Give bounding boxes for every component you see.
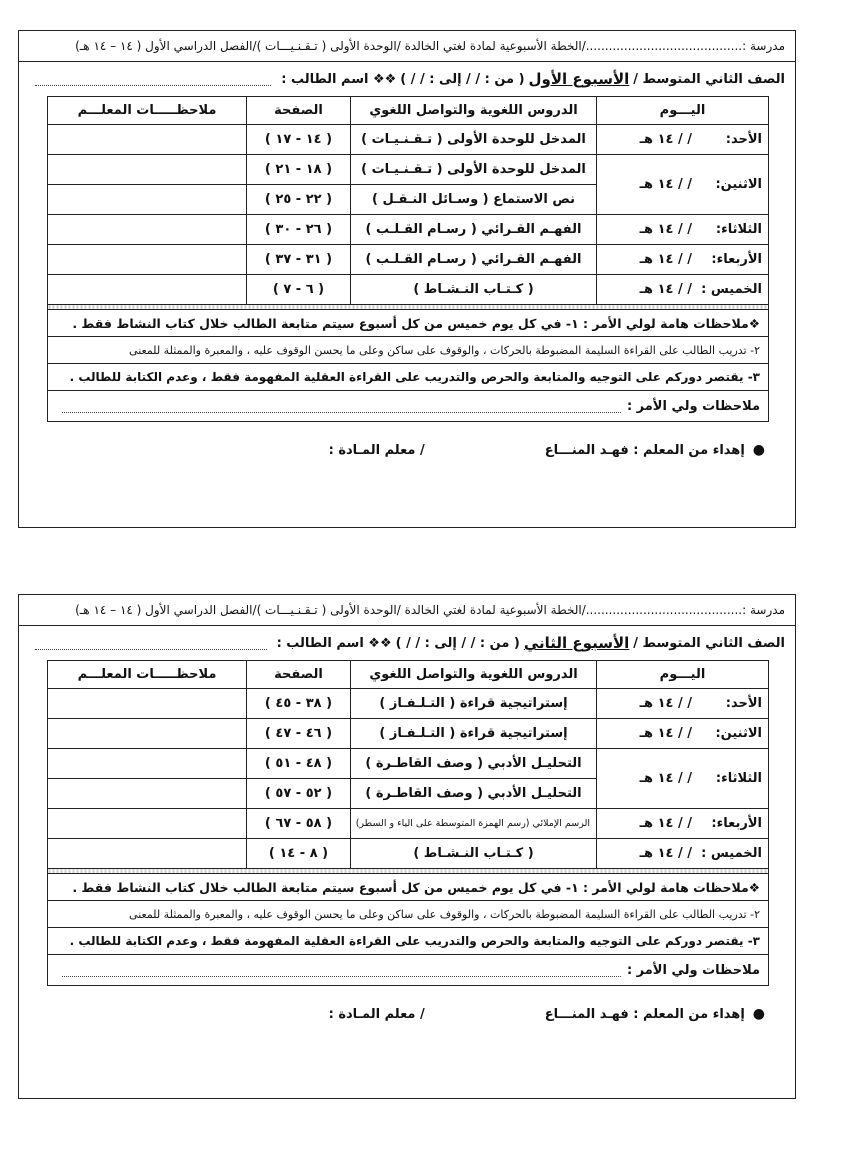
table-row — [48, 215, 769, 245]
subject-teacher-label: / معلم المـادة : — [328, 442, 425, 458]
parent-notes-box — [47, 874, 769, 986]
day-name: الاثنين: — [715, 726, 762, 741]
parent-notes-label: ملاحظات ولي الأمر : — [626, 398, 760, 414]
teacher-notes-cell[interactable] — [48, 185, 247, 215]
day-date: / / ١٤ هـ — [639, 252, 692, 267]
col-page: الصفحة — [247, 97, 351, 125]
teacher-notes-cell[interactable] — [48, 839, 247, 869]
page-range: ( ٤٨ - ٥١ ) — [247, 749, 351, 779]
parent-notes-field[interactable] — [62, 964, 621, 977]
teacher-notes-cell[interactable] — [48, 155, 247, 185]
page-range: ( ٦ - ٧ ) — [247, 275, 351, 305]
day-date: / / ١٤ هـ — [639, 222, 692, 237]
note-line: ٢- تدريب الطالب على القراءة السليمة المضبوطة بالحركات ، والوقوف على ساكن وعلى ما يحسن الوقوف عليه ، والمعبرة والممثلة للمعنى — [48, 337, 768, 364]
bullet-icon: ● — [752, 1006, 765, 1022]
day-date: / / ١٤ هـ — [639, 177, 692, 192]
separator — [48, 869, 769, 874]
plan-footer — [19, 992, 795, 1036]
day-date: / / ١٤ هـ — [639, 771, 692, 786]
day-date: / / ١٤ هـ — [639, 132, 692, 147]
table-row — [48, 749, 769, 779]
teacher-notes-cell[interactable] — [48, 215, 247, 245]
lesson: المدخل للوحدة الأولى ( تـقـنـيـات ) — [351, 125, 597, 155]
class-week-row — [19, 62, 795, 96]
day-name: الاثنين: — [715, 177, 762, 192]
lesson: التحليـل الأدبي ( وصف القاطـرة ) — [351, 779, 597, 809]
lesson: الرسم الإملائي (رسم الهمزة المتوسطة على الياء و السطر) — [351, 809, 597, 839]
plan-header: مدرسة :........................................./الخطة الأسبوعية لمادة لغتي الخالدة /الوحدة الأولى ( تـقـنـيـــات )/الفصل الدراسي الأول ( ١٤ – ١٤ هـ) — [19, 31, 795, 62]
table-row — [48, 125, 769, 155]
col-notes: ملاحظـــــات المعلـــم — [48, 97, 247, 125]
lesson: إستراتيجية قراءة ( التـلـفـاز ) — [351, 719, 597, 749]
parent-notes-line — [48, 955, 768, 985]
plan-header: مدرسة :........................................./الخطة الأسبوعية لمادة لغتي الخالدة /الوحدة الأولى ( تـقـنـيـــات )/الفصل الدراسي الأول ( ١٤ – ١٤ هـ) — [19, 595, 795, 626]
lessons-table — [47, 96, 769, 310]
col-notes: ملاحظـــــات المعلـــم — [48, 661, 247, 689]
dedication: إهداء من المعلم : فهـد المنـــاع — [544, 442, 745, 458]
teacher-notes-cell[interactable] — [48, 779, 247, 809]
day-date: / / ١٤ هـ — [639, 696, 692, 711]
lesson: ( كـتـاب النـشـاط ) — [351, 839, 597, 869]
day-date: / / ١٤ هـ — [639, 726, 692, 741]
weekly-plan-week2 — [18, 594, 796, 1099]
teacher-notes-cell[interactable] — [48, 125, 247, 155]
note-line: ٣- يقتصر دوركم على التوجيه والمتابعة والحرص والتدريب على القراءة العقلية المفهومة فقط ، وعدم الكتابة للطالب . — [48, 928, 768, 955]
day-name: الأربعاء: — [711, 252, 762, 267]
date-range: ( من : / / إلى : / / ) — [400, 71, 525, 87]
note-line: ٢- تدريب الطالب على القراءة السليمة المضبوطة بالحركات ، والوقوف على ساكن وعلى ما يحسن الوقوف عليه ، والمعبرة والممثلة للمعنى — [48, 901, 768, 928]
subject-teacher-label: / معلم المـادة : — [328, 1006, 425, 1022]
page-range: ( ٣٨ - ٤٥ ) — [247, 689, 351, 719]
teacher-notes-cell[interactable] — [48, 749, 247, 779]
day-name: الأحد: — [725, 132, 762, 147]
col-lesson: الدروس اللغوية والتواصل اللغوي — [351, 97, 597, 125]
lesson: ( كـتـاب النـشـاط ) — [351, 275, 597, 305]
table-row — [48, 275, 769, 305]
lesson: نص الاستماع ( وسـائل النـقـل ) — [351, 185, 597, 215]
separator — [48, 305, 769, 310]
day-name: الخميس : — [701, 846, 762, 861]
student-name-label: ❖❖ اسم الطالب : — [281, 71, 397, 87]
page-range: ( ٢٢ - ٢٥ ) — [247, 185, 351, 215]
page-range: ( ٣١ - ٣٧ ) — [247, 245, 351, 275]
student-name-field[interactable] — [35, 73, 271, 86]
bullet-icon: ● — [752, 442, 765, 458]
table-row — [48, 809, 769, 839]
day-name: الثلاثاء: — [715, 222, 762, 237]
plan-footer — [19, 428, 795, 472]
lesson: التحليـل الأدبي ( وصف القاطـرة ) — [351, 749, 597, 779]
week-label: الأسبوع الأول — [528, 70, 630, 88]
note-line: ❖ملاحظات هامة لولي الأمر : ١- في كل يوم خميس من كل أسبوع سيتم متابعة الطالب خلال كتاب النشاط فقط . — [48, 874, 768, 901]
day-date: / / ١٤ هـ — [639, 846, 692, 861]
table-row — [48, 155, 769, 185]
week-label: الأسبوع الثاني — [523, 634, 630, 652]
parent-notes-box — [47, 310, 769, 422]
weekly-plan-week1 — [18, 30, 796, 528]
note-line: ٣- يقتصر دوركم على التوجيه والمتابعة والحرص والتدريب على القراءة العقلية المفهومة فقط ، وعدم الكتابة للطالب . — [48, 364, 768, 391]
teacher-notes-cell[interactable] — [48, 809, 247, 839]
table-row — [48, 719, 769, 749]
page-range: ( ٥٢ - ٥٧ ) — [247, 779, 351, 809]
parent-notes-line — [48, 391, 768, 421]
class-week-row — [19, 626, 795, 660]
lessons-table — [47, 660, 769, 874]
student-name-label: ❖❖ اسم الطالب : — [276, 635, 392, 651]
lesson: الفهـم القـرائي ( رسـام القـلـب ) — [351, 215, 597, 245]
page-range: ( ٤٦ - ٤٧ ) — [247, 719, 351, 749]
page-range: ( ٢٦ - ٣٠ ) — [247, 215, 351, 245]
day-date: / / ١٤ هـ — [639, 282, 692, 297]
day-name: الأربعاء: — [711, 816, 762, 831]
col-day: اليـــوم — [597, 661, 769, 689]
teacher-notes-cell[interactable] — [48, 689, 247, 719]
page-range: ( ١٤ - ١٧ ) — [247, 125, 351, 155]
lesson: الفهـم القـرائي ( رسـام القـلـب ) — [351, 245, 597, 275]
page-range: ( ٥٨ - ٦٧ ) — [247, 809, 351, 839]
teacher-notes-cell[interactable] — [48, 245, 247, 275]
col-day: اليـــوم — [597, 97, 769, 125]
teacher-notes-cell[interactable] — [48, 275, 247, 305]
class-label: الصف الثاني المتوسط / — [633, 71, 785, 87]
table-row — [48, 245, 769, 275]
lesson: إستراتيجية قراءة ( التـلـفـاز ) — [351, 689, 597, 719]
day-date: / / ١٤ هـ — [639, 816, 692, 831]
student-name-field[interactable] — [35, 637, 267, 650]
day-name: الخميس : — [701, 282, 762, 297]
parent-notes-field[interactable] — [62, 400, 621, 413]
note-line: ❖ملاحظات هامة لولي الأمر : ١- في كل يوم خميس من كل أسبوع سيتم متابعة الطالب خلال كتاب النشاط فقط . — [48, 310, 768, 337]
dedication: إهداء من المعلم : فهـد المنـــاع — [544, 1006, 745, 1022]
teacher-notes-cell[interactable] — [48, 719, 247, 749]
table-row — [48, 839, 769, 869]
day-name: الثلاثاء: — [715, 771, 762, 786]
lesson: المدخل للوحدة الأولى ( تـقـنـيـات ) — [351, 155, 597, 185]
day-name: الأحد: — [725, 696, 762, 711]
page-range: ( ١٨ - ٢١ ) — [247, 155, 351, 185]
class-label: الصف الثاني المتوسط / — [633, 635, 785, 651]
col-page: الصفحة — [247, 661, 351, 689]
parent-notes-label: ملاحظات ولي الأمر : — [626, 962, 760, 978]
date-range: ( من : / / إلى : / / ) — [395, 635, 520, 651]
col-lesson: الدروس اللغوية والتواصل اللغوي — [351, 661, 597, 689]
page-range: ( ٨ - ١٤ ) — [247, 839, 351, 869]
table-row — [48, 689, 769, 719]
